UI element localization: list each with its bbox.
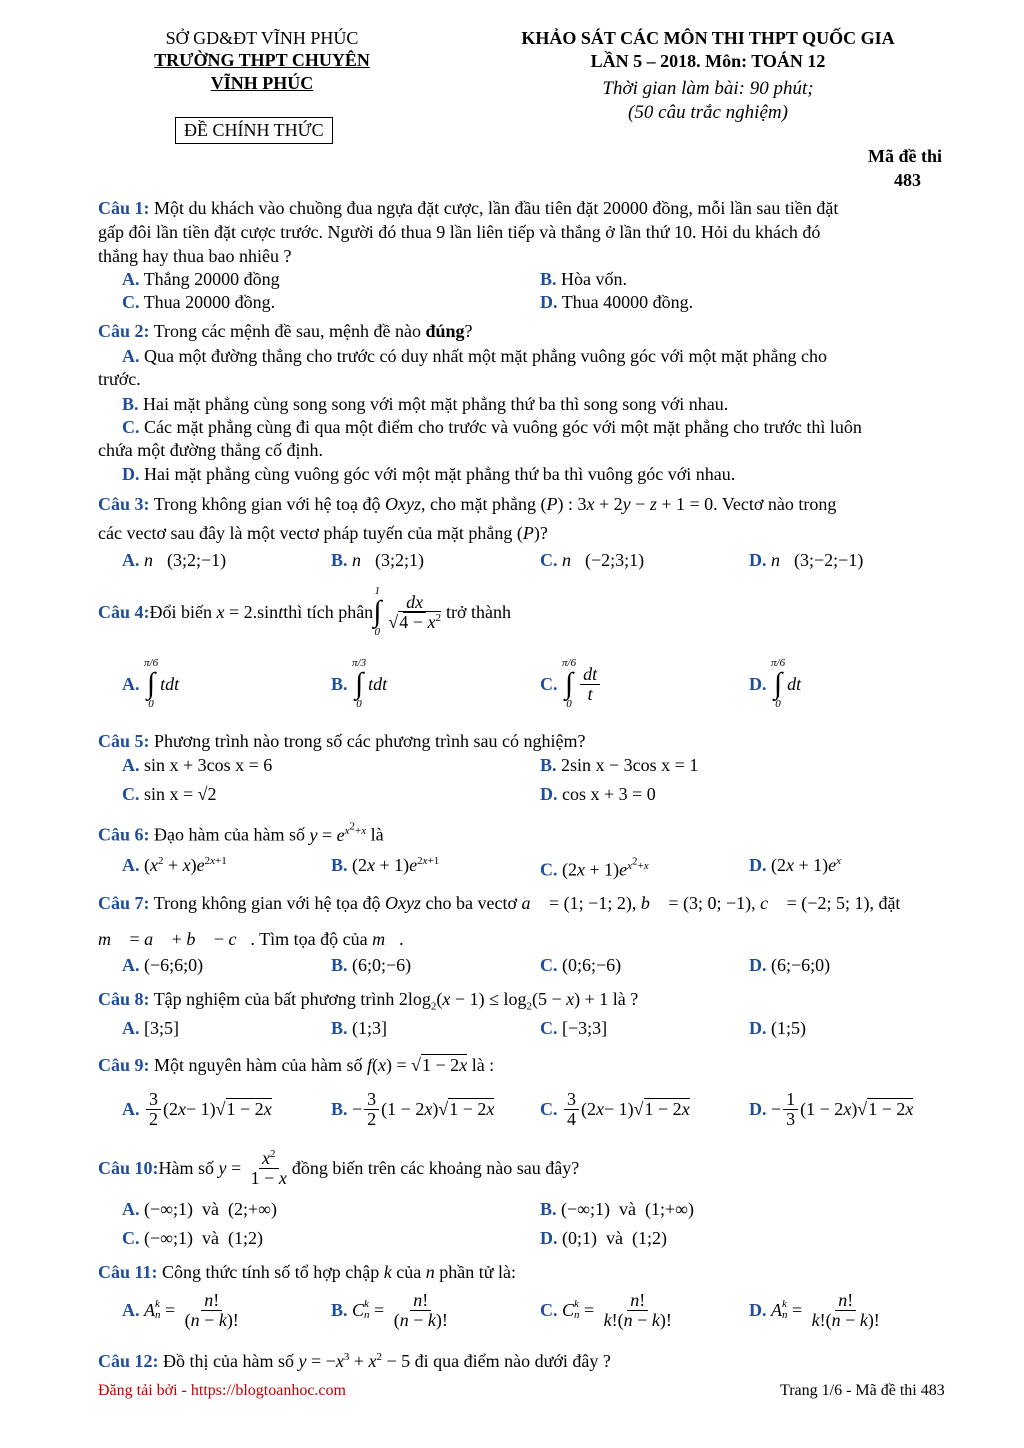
question-1-line3: thắng hay thua bao nhiêu ? (98, 246, 292, 266)
option-d[interactable]: D. Hai mặt phẳng cùng vuông góc với một mặt phẳng thứ ba thì vuông góc với nhau. (122, 464, 736, 484)
question-3-line2: các vectơ sau đây là một vectơ pháp tuyến của mặt phẳng (P)? (98, 523, 548, 543)
question-10: Câu 10: Hàm số y = $\frac{x^2}{1 - x}$ đồng biến trên các khoảng nào sau đây? (98, 1147, 580, 1188)
option-c[interactable]: C. $(2x + 1)e^{x^2+x}$ (540, 855, 649, 880)
question-7: Câu 7: Trong không gian với hệ tọa độ Oxyz cho ba vectơ a⃗ = (1; −1; 2), b⃗ = (3; 0; −1), c⃗ = (−2; 5; 1), đặt (98, 893, 901, 913)
option-d[interactable]: D. cos x + 3 = 0 (540, 784, 656, 804)
question-6: Câu 6: Đạo hàm của hàm số $y = e^{x^2+x}$ là (98, 820, 384, 845)
option-d[interactable]: D. Thua 40000 đồng. (540, 292, 694, 312)
question-12: Câu 12: Đồ thị của hàm số $y = -x^3 + x^2 - 5$ đi qua điểm nào dưới đây ? (98, 1351, 611, 1371)
option-b[interactable]: B. (1;3] (331, 1018, 388, 1038)
question-4: Câu 4: Đổi biến x = 2.sint thì tích phân 1 ∫ 0 $\frac{dx}{√4 - x^2}$ trở thành (98, 585, 511, 638)
option-b[interactable]: B. C k n = $\frac{n!}{(n - k)!}$ (331, 1289, 448, 1330)
option-a[interactable]: A. A k n = $\frac{n!}{(n - k)!}$ (122, 1289, 239, 1330)
exam-time: Thời gian làm bài: 90 phút; (602, 78, 814, 99)
question-3: Câu 3: Trong không gian với hệ toạ độ Oxyz, cho mặt phẳng (P) : 3x + 2y − z + 1 = 0. Vectơ nào trong (98, 494, 837, 514)
option-c[interactable]: C. $\frac{3}{4}$ (2 x − 1)√ 1 − 2x (540, 1088, 690, 1129)
option-a[interactable]: A. (−6;6;0) (122, 955, 204, 975)
option-c[interactable]: C. (−∞;1) và (1;2) (122, 1228, 263, 1248)
option-c-cont: chứa một đường thẳng cố định. (98, 440, 323, 460)
school-name-line2: VĨNH PHÚC (210, 73, 314, 93)
option-d[interactable]: D. (0;1) và (1;2) (540, 1228, 667, 1248)
question-2: Câu 2: Trong các mệnh đề sau, mệnh đề nào đúng? (98, 321, 473, 341)
option-a-cont: trước. (98, 369, 141, 389)
option-c[interactable]: C. Thua 20000 đồng. (122, 292, 276, 312)
option-b[interactable]: B. $(2x + 1)e^{2x+1}$ (331, 855, 440, 875)
department-name: SỞ GD&ĐT VĨNH PHÚC (165, 28, 359, 48)
option-b[interactable]: B. n⃗(3;2;1) (331, 550, 425, 570)
option-d[interactable]: D. π/6 ∫ 0 dt (749, 657, 802, 710)
option-a[interactable]: A. Qua một đường thẳng cho trước có duy nhất một mặt phẳng vuông góc với một mặt phẳng cho (122, 346, 827, 366)
option-a[interactable]: A. (−∞;1) và (2;+∞) (122, 1199, 277, 1219)
option-d[interactable]: D. n⃗(3;−2;−1) (749, 550, 864, 570)
option-c[interactable]: C. π/6 ∫ 0 $\frac{dt}{t}$ (540, 648, 602, 720)
option-d[interactable]: D. $(2x + 1)e^x$ (749, 855, 842, 875)
question-9: Câu 9: Một nguyên hàm của hàm số f(x) = √1 − 2x là : (98, 1055, 495, 1075)
official-box: ĐỀ CHÍNH THỨC (175, 117, 333, 144)
option-c[interactable]: C. [−3;3] (540, 1018, 608, 1038)
option-b[interactable]: B. (6;0;−6) (331, 955, 412, 975)
option-a[interactable]: A. $(x^2 + x)e^{2x+1}$ (122, 855, 227, 875)
option-d[interactable]: D. (6;−6;0) (749, 955, 831, 975)
option-c[interactable]: C. (0;6;−6) (540, 955, 622, 975)
exam-question-count: (50 câu trắc nghiệm) (628, 102, 788, 123)
exam-subtitle: LẦN 5 – 2018. Môn: TOÁN 12 (590, 51, 826, 71)
school-name-line1: TRƯỜNG THPT CHUYÊN (154, 50, 370, 70)
question-1-line2: gấp đôi lần tiền đặt cược trước. Người đó thua 9 lần liên tiếp và thắng ở lần thứ 10. Hỏi du khách đó (98, 222, 821, 242)
option-b[interactable]: B. 2sin x − 3cos x = 1 (540, 755, 699, 775)
exam-code-label: Mã đề thi (868, 146, 942, 166)
question-label: Câu 1: (98, 198, 150, 218)
question-11: Câu 11: Công thức tính số tổ hợp chập k của n phần tử là: (98, 1262, 517, 1282)
option-b[interactable]: B. Hòa vốn. (540, 269, 628, 289)
footer-page-number: Trang 1/6 - Mã đề thi 483 (780, 1382, 945, 1399)
option-b[interactable]: B. Hai mặt phẳng cùng song song với một mặt phẳng thứ ba thì song song với nhau. (122, 394, 729, 414)
option-a[interactable]: A. n⃗(3;2;−1) (122, 550, 227, 570)
question-7-line2: m⃗ = a⃗ + b⃗ − c⃗. Tìm tọa độ của m⃗. (98, 929, 404, 949)
option-a[interactable]: A. sin x + 3cos x = 6 (122, 755, 273, 775)
option-c[interactable]: C. sin x = √2 (122, 784, 217, 804)
option-d[interactable]: D. (1;5) (749, 1018, 806, 1038)
option-b[interactable]: B. π/3 ∫ 0 tdt (331, 657, 388, 710)
option-c[interactable]: C. C k n = $\frac{n!}{k!(n - k)!}$ (540, 1289, 672, 1330)
question-1: Câu 1: Một du khách vào chuồng đua ngựa đặt cược, lần đầu tiên đặt 20000 đồng, mỗi lần sau tiền đặt (98, 198, 839, 218)
option-b[interactable]: B. (−∞;1) và (1;+∞) (540, 1199, 694, 1219)
option-a[interactable]: A. Thắng 20000 đồng (122, 269, 280, 289)
option-b[interactable]: B. − $\frac{3}{2}$ (1 − 2 x )√ 1 − 2x (331, 1088, 495, 1129)
option-d[interactable]: D. A k n = $\frac{n!}{k!(n - k)!}$ (749, 1289, 880, 1330)
option-a[interactable]: A. $\frac{3}{2}$ (2 x − 1)√ 1 − 2x (122, 1088, 272, 1129)
option-c[interactable]: C. n⃗(−2;3;1) (540, 550, 645, 570)
option-a[interactable]: A. [3;5] (122, 1018, 179, 1038)
footer-source-link[interactable]: Đăng tải bởi - https://blogtoanhoc.com (98, 1382, 346, 1399)
question-5: Câu 5: Phương trình nào trong số các phương trình sau có nghiệm? (98, 731, 586, 751)
option-c[interactable]: C. Các mặt phẳng cùng đi qua một điểm cho trước và vuông góc với một mặt phẳng cho trước thì luôn (122, 417, 862, 437)
exam-code: 483 (894, 170, 921, 190)
option-d[interactable]: D. − $\frac{1}{3}$ (1 − 2 x )√ 1 − 2x (749, 1088, 914, 1129)
question-8: Câu 8: Tập nghiệm của bất phương trình $2\log_2(x - 1) \le \log_2(5 - x) + 1$ là ? (98, 989, 639, 1013)
exam-title: KHẢO SÁT CÁC MÔN THI THPT QUỐC GIA (521, 28, 895, 48)
option-a[interactable]: A. π/6 ∫ 0 tdt (122, 657, 180, 710)
